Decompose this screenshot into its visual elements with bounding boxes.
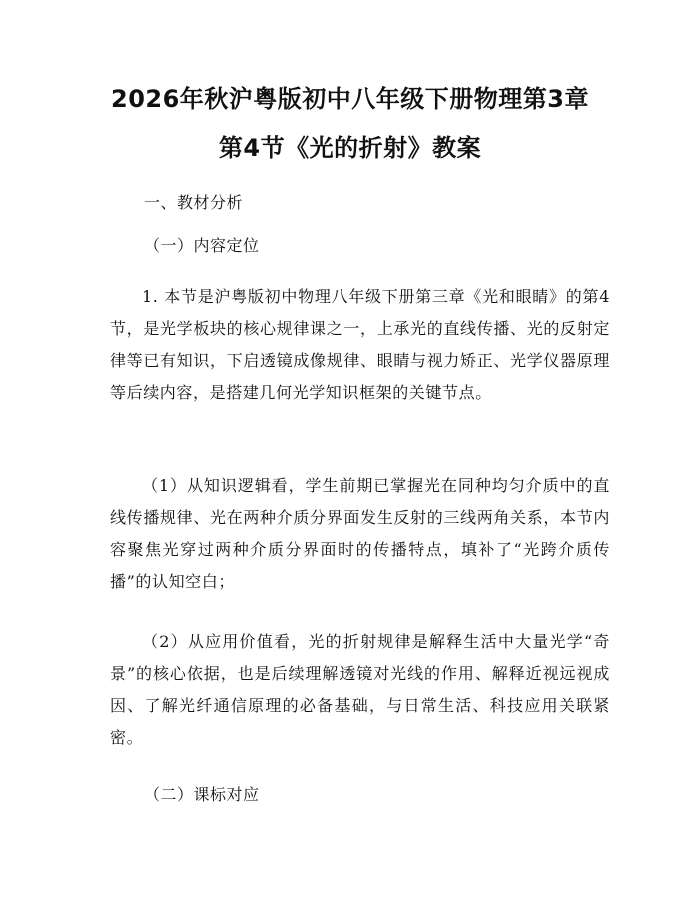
document-title-line-2: 第4节《光的折射》教案 [218, 134, 482, 162]
subsection-heading-curriculum-standards: （二）课标对应 [144, 785, 260, 804]
paragraph-content-position: 1. 本节是沪粤版初中物理八年级下册第三章《光和眼睛》的第4节，是光学板块的核心规律课之一，上承光的直线传播、光的反射定律等已有知识，下启透镜成像规律、眼睛与视力矫正、光学仪器原理等后续内容，是搭建几何光学知识框架的关键节点。 [110, 287, 610, 402]
paragraph-application-value: （2）从应用价值看，光的折射规律是解释生活中大量光学“奇景”的核心依据，也是后续理解透镜对光线的作用、解释近视远视成因、了解光纤通信原理的必备基础，与日常生活、科技应用关联紧密。 [110, 632, 610, 747]
subsection-heading-content-position: （一）内容定位 [144, 236, 260, 255]
paragraph-knowledge-logic: （1）从知识逻辑看，学生前期已掌握光在同种均匀介质中的直线传播规律、光在两种介质分界面发生反射的三线两角关系，本节内容聚焦光穿过两种介质分界面时的传播特点，填补了“光跨介质传播”的认知空白； [110, 476, 610, 591]
section-heading-textbook-analysis: 一、教材分析 [144, 193, 244, 212]
document-title-line-1: 2026年秋沪粤版初中八年级下册物理第3章 [111, 85, 589, 113]
